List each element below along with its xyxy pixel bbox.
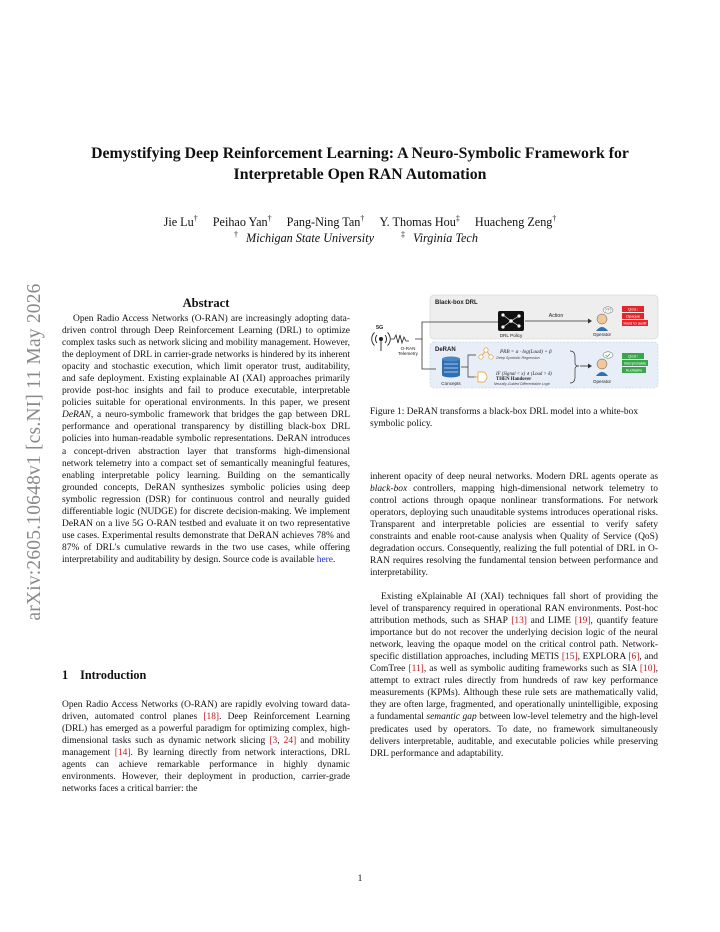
citation-link[interactable]: [14]: [114, 748, 131, 759]
citation-link[interactable]: [15]: [561, 652, 578, 663]
svg-text:???: ???: [604, 307, 612, 313]
arxiv-identifier: [22, 262, 48, 642]
citation-link[interactable]: [3: [269, 736, 278, 747]
introduction-paragraph: Open Radio Access Networks (O-RAN) are rapidly evolving toward data-driven, automated control planes [18]. Deep Reinforcement Learning (DRL) has emerged as a powerful paradigm for optimizing complex, high-dimensional tasks such as dynamic network slicing [3, 24] and mobility management [14]. By learning directly from network interactions, DRL agents can achieve remarkable performance in highly dynamic environments. However, their deployment in production, carrier-grade networks faces a critical barrier: the: [62, 700, 350, 795]
drl-policy-label: DRL Policy: [499, 333, 523, 338]
blackbox-label: Black-box DRL: [435, 300, 478, 306]
concepts-database-icon: [442, 357, 460, 378]
deran-emphasis: DeRAN: [62, 410, 91, 421]
citation-link[interactable]: 24]: [283, 736, 297, 747]
arxiv-identifier-text: arXiv:2605.10648v1 [cs.NI] 11 May 2026: [24, 283, 45, 621]
concepts-label: Concepts: [441, 381, 461, 386]
operator-label-bottom: Operator: [592, 379, 612, 384]
figure-1: [370, 293, 660, 389]
author-list: [60, 214, 660, 230]
svg-text:Hard to audit: Hard to audit: [623, 320, 647, 326]
affiliations: [60, 230, 660, 246]
fiveg-label: 5G: [376, 325, 384, 331]
author-block: [60, 214, 660, 246]
body-paragraph: inherent opacity of deep neural networks. Modern DRL agents operate as black-box controllers, mapping high-dimensional network telemetry to control actions through opaque nonlinear transformations. For network operators, deploying such unauditable systems introduces operational risks. Transparent and interpretable policies are essential to verify safety constraints and enable root-cause analysis when Quality of Service (QoS) degradation occurs. Consequently, realizing the full potential of DRL in O-RAN requires resolving the fundamental tension between performance and interpretability.: [370, 472, 658, 579]
citation-link[interactable]: [18]: [203, 712, 220, 723]
citation-link[interactable]: [6]: [628, 652, 640, 663]
dsr-formula: PRB = α · log(Load) + β: [500, 349, 552, 355]
svg-text:QoS↑: QoS↑: [627, 353, 639, 359]
citation-link[interactable]: [10]: [639, 664, 656, 675]
svg-text:QoS↓: QoS↓: [627, 306, 639, 312]
citation-link[interactable]: [13]: [511, 616, 527, 627]
telemetry-label-2: Telemetry: [398, 351, 418, 356]
svg-text:Opaque: Opaque: [625, 313, 641, 319]
author: Pang-Ning Tan†: [286, 214, 365, 229]
nudge-rule-1: IF (Signal < x) ∧ (Load > δ): [496, 372, 552, 377]
body-paragraph: Existing eXplainable AI (XAI) techniques fall short of providing the level of transparency required in operational RAN environments. Post-hoc attribution methods, such as SHAP [13] and LIME [19], quantify feature importance but do not recover the underlying decision logic of the neural network, leaving the opaque model on the critical control path. Network-specific distillation approaches, including METIS [15], EXPLORA [6], and ComTree [11], as well as symbolic auditing frameworks such as SIA [10], attempt to extract rules directly from hundreds of raw key performance measurements (KPMs). Although these rule sets are mathematically valid, they are often large, fragmented, and operationally unintelligible, exposing a fundamental semantic gap between low-level telemetry and the high-level predicates used by operators. To date, no framework simultaneously delivers interpretable, auditable, and executable policies while preserving DRL performance and adaptability.: [370, 592, 659, 759]
figure-1-caption: Figure 1: DeRAN transforms a black-box DRL model into a white-box symbolic policy.: [370, 407, 639, 430]
author: Huacheng Zeng†: [474, 214, 557, 229]
abstract-heading: Abstract: [182, 296, 230, 310]
svg-text:Interpretable: Interpretable: [623, 360, 647, 366]
title-line-2: Interpretable Open RAN Automation: [233, 166, 487, 183]
section-heading-introduction: 1 Introduction: [62, 668, 147, 682]
author: Peihao Yan†: [212, 214, 272, 229]
deran-label: DeRAN: [435, 347, 456, 353]
abstract-body: Open Radio Access Networks (O-RAN) are increasingly adopting data-driven control through Deep Reinforcement Learning (DRL) to optimize complex tasks such as network slicing and mobility management. However, the deployment of DRL in carrier-grade networks is hindered by its inherent opacity and stochastic execution, which limit operator trust, auditability, and safe deployment. Existing explainable AI (XAI) approaches primarily provide post-hoc insights and fail to produce executable, interpretable policies suitable for operational environments. In this paper, we present DeRAN, a neuro-symbolic framework that bridges the gap between DRL performance and operational transparency by distilling black-box DRL policies into human-readable symbolic representations. DeRAN introduces a concept-driven abstraction layer that transforms high-dimensional network telemetry into a compact set of semantically meaningful features, enabling interpretable policy learning. Building on the semantically grounded concepts, DeRAN synthesizes symbolic policies using deep symbolic regression (DSR) for continuous control and neurally guided differentiable logic (NUDGE) for discrete decision-making. We implement DeRAN on a live 5G O-RAN testbed and evaluate it on two representative use cases. Experimental results demonstrate that DeRAN achieves 78% and 87% of DRL's cumulative rewards in the two use cases, while offering interpretability and auditability by design. Source code is available here.: [62, 314, 350, 565]
dsr-caption: Deep Symbolic Regression: [496, 356, 540, 360]
citation-link[interactable]: [11]: [408, 664, 424, 675]
title-line-1: Demystifying Deep Reinforcement Learning: A Neuro-Symbolic Framework for: [91, 145, 629, 162]
telemetry-wave-icon: [391, 335, 409, 343]
nudge-rule-2: THEN Handover: [496, 377, 532, 382]
nudge-caption: Neurally-Guided Differentiable Logic: [493, 382, 551, 386]
action-label: Action: [548, 313, 564, 319]
author: Jie Lu†: [163, 214, 198, 229]
affiliation: ‡ Virginia Tech: [401, 230, 478, 245]
author: Y. Thomas Hou‡: [379, 214, 460, 229]
svg-text:Auditable: Auditable: [625, 367, 643, 373]
figure-1-diagram: [370, 293, 660, 389]
citation-link[interactable]: [19]: [574, 616, 591, 627]
operator-label-top: Operator: [592, 332, 612, 337]
antenna-icon: [372, 333, 391, 352]
affiliation: † Michigan State University: [234, 230, 374, 245]
telemetry-label-1: O-RAN: [400, 346, 416, 351]
page-number: 1: [357, 874, 363, 884]
paper-title: [60, 143, 660, 185]
source-code-link[interactable]: here: [316, 554, 333, 565]
